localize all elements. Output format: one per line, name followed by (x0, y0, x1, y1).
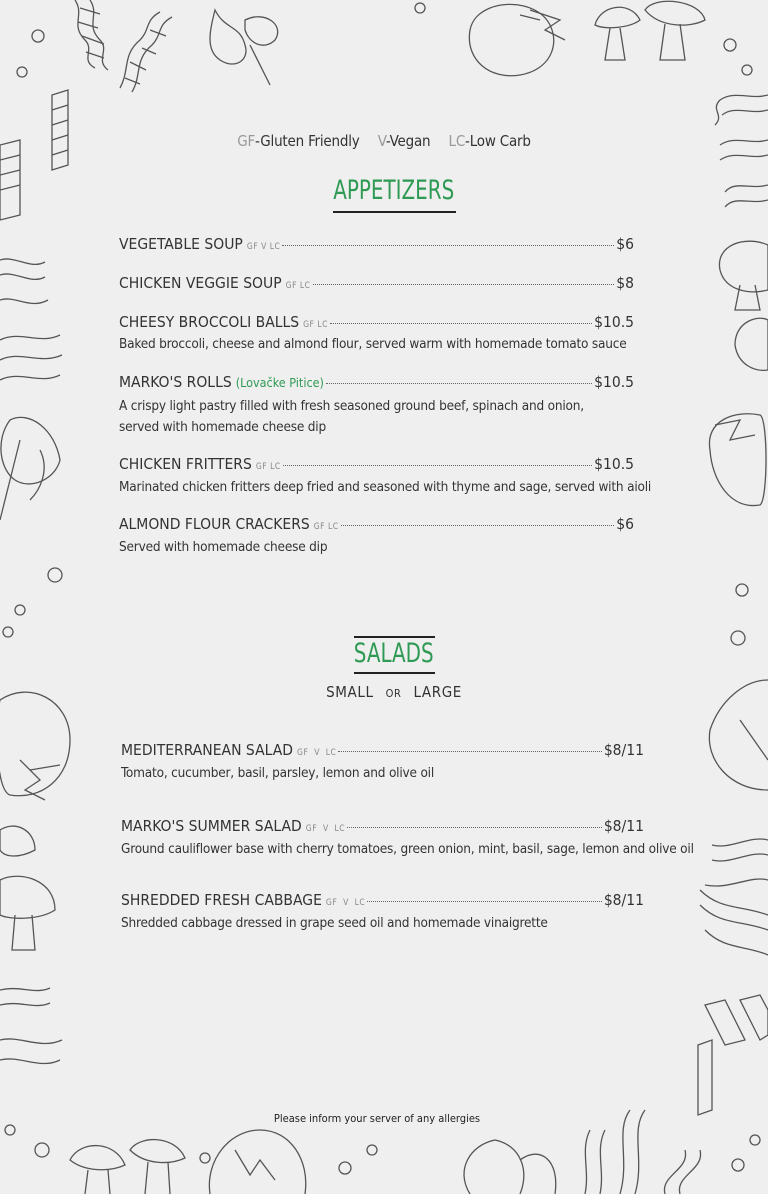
pasta-penne-icon (698, 995, 768, 1115)
mushroom-icon (719, 241, 768, 310)
appetizers-underline (333, 211, 456, 213)
menu-item-vegetable-soup: VEGETABLE SOUP GF V LC $6 (119, 235, 634, 253)
item-description: Tomato, cucumber, basil, parsley, lemon and olive oil (121, 765, 435, 781)
mushroom-icon (130, 1140, 185, 1194)
salads-title: SALADS (354, 638, 434, 669)
pasta-twist-icon (0, 259, 62, 380)
dot-leader (347, 826, 602, 828)
item-description: A crispy light pastry filled with fresh seasoned ground beef, spinach and onion, (119, 398, 584, 414)
dot-leader (330, 322, 592, 324)
pea-icon (5, 1125, 49, 1157)
pea-icon (200, 1135, 760, 1174)
legend-low-carb: LC-Low Carb (448, 132, 531, 150)
legend-vegan: V-Vegan (377, 132, 431, 150)
tomato-icon (469, 4, 565, 75)
pea-icon (17, 3, 752, 77)
menu-item-almond-flour-crackers: ALMOND FLOUR CRACKERS GF LC $6 (119, 515, 634, 533)
menu-item-chicken-veggie-soup: CHICKEN VEGGIE SOUP GF LC $8 (119, 274, 634, 292)
salads-underline (354, 672, 435, 674)
pasta-twist-icon (664, 1150, 700, 1194)
appetizers-title: APPETIZERS (333, 175, 455, 206)
dot-leader (341, 524, 615, 526)
item-description: Baked broccoli, cheese and almond flour, served warm with homemade tomato sauce (119, 336, 627, 352)
pasta-twist-icon (120, 12, 172, 92)
tomato-icon (709, 414, 766, 506)
menu-item-mediterranean-salad: MEDITERRANEAN SALAD GF V LC $8/11 (121, 741, 644, 759)
mushroom-icon (0, 826, 55, 950)
parsley-icon (0, 417, 60, 520)
mushroom-icon (595, 7, 640, 60)
item-description: Ground cauliflower base with cherry tomatoes, green onion, mint, basil, sage, lemon and olive oil (121, 841, 694, 857)
tomato-icon (209, 1130, 305, 1194)
menu-item-shredded-fresh-cabbage: SHREDDED FRESH CABBAGE GF V LC $8/11 (121, 891, 644, 909)
mushroom-icon (645, 1, 705, 60)
dietary-legend (0, 132, 768, 150)
tomato-icon (0, 692, 70, 800)
mushroom-icon (735, 318, 768, 370)
mushroom-icon (70, 1146, 125, 1194)
menu-item-markos-rolls: MARKO'S ROLLS (Lovačke Pitice) $10.5 (119, 373, 634, 391)
menu-item-markos-summer-salad: MARKO'S SUMMER SALAD GF V LC $8/11 (121, 817, 644, 835)
dot-leader (367, 900, 602, 902)
pasta-twist-icon (700, 839, 768, 955)
salad-size-options: SMALL OR LARGE (326, 683, 462, 701)
menu-item-chicken-fritters: CHICKEN FRITTERS GF LC $10.5 (119, 455, 634, 473)
dot-leader (338, 750, 601, 752)
dot-leader (326, 382, 592, 384)
allergy-notice: Please inform your server of any allergies (273, 1112, 481, 1125)
pea-icon (731, 584, 748, 645)
pea-icon (3, 568, 62, 637)
dot-leader (283, 464, 592, 466)
item-description: Served with homemade cheese dip (119, 539, 328, 555)
item-description: Marinated chicken fritters deep fried and seasoned with thyme and sage, served with aioli (119, 479, 652, 495)
pasta-twist-icon (0, 988, 62, 1064)
legend-gluten-friendly: GF-Gluten Friendly (237, 132, 360, 150)
pasta-penne-icon (52, 90, 68, 170)
parsley-icon (210, 10, 278, 85)
item-description: served with homemade cheese dip (119, 419, 326, 435)
pasta-twist-icon (75, 0, 108, 70)
dot-leader (313, 283, 615, 285)
item-description: Shredded cabbage dressed in grape seed oil and homemade vinaigrette (121, 915, 548, 931)
menu-item-cheesy-broccoli-balls: CHEESY BROCCOLI BALLS GF LC $10.5 (119, 313, 634, 331)
dot-leader (282, 244, 614, 246)
parsley-icon (464, 1140, 556, 1194)
